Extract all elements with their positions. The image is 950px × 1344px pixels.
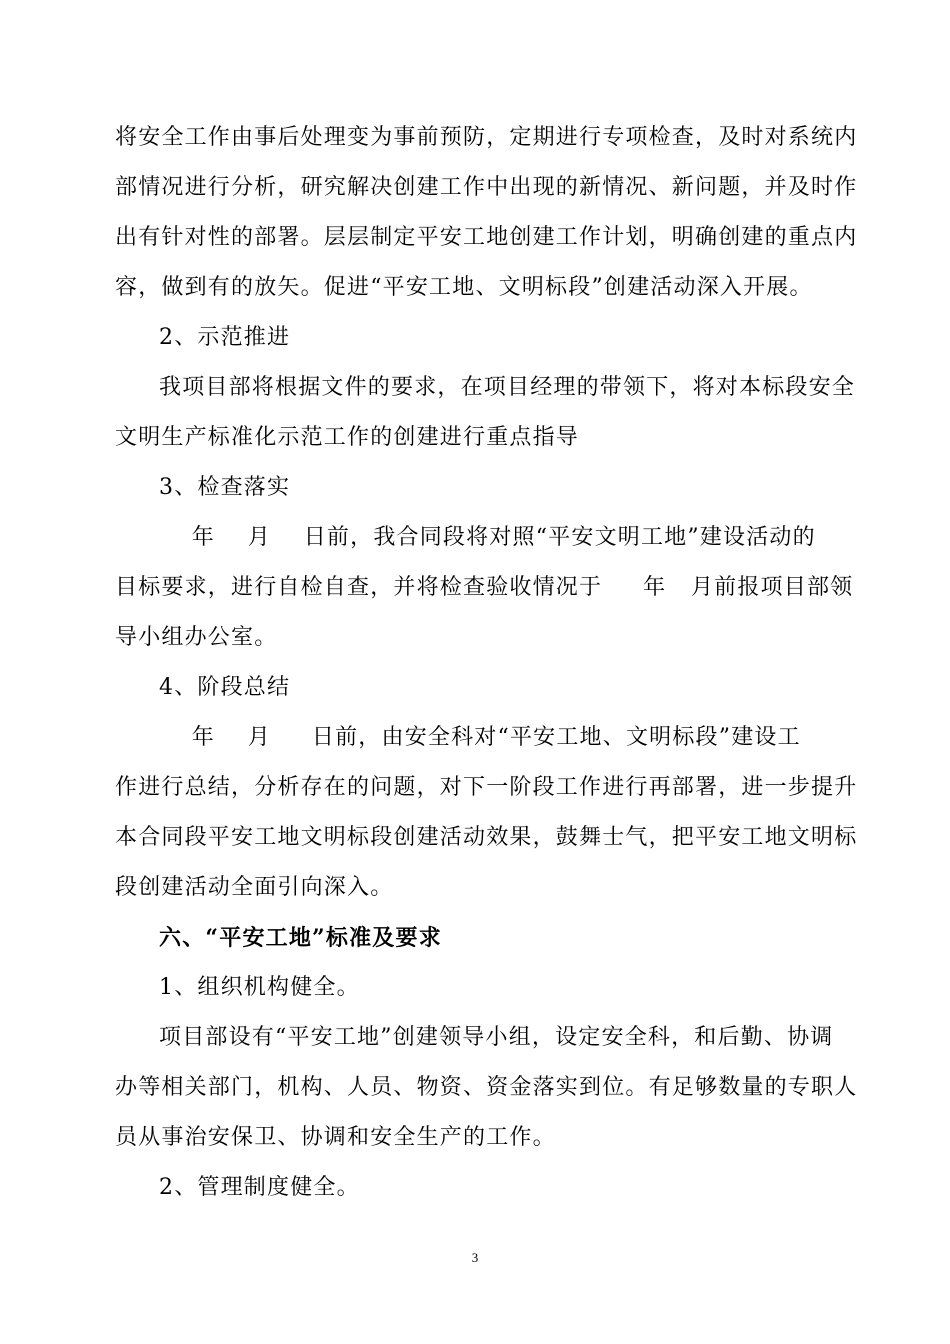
section-heading: 2、示范推进 xyxy=(159,325,291,350)
body-text xyxy=(115,113,858,1213)
paragraph-line: 导小组办公室。 xyxy=(115,625,278,650)
page-number: 3 xyxy=(471,1250,479,1265)
paragraph-line: 目标要求，进行自检自查，并将检查验收情况于 年 月前报项目部领 xyxy=(115,575,854,600)
paragraph-line: 我项目部将根据文件的要求，在项目经理的带领下，将对本标段安全 xyxy=(159,375,856,400)
chapter-heading: 六、“平安工地”标准及要求 xyxy=(159,925,442,951)
paragraph-line: 段创建活动全面引向深入。 xyxy=(115,875,394,900)
paragraph-line: 员从事治安保卫、协调和安全生产的工作。 xyxy=(115,1125,556,1150)
paragraph-line: 文明生产标准化示范工作的创建进行重点指导 xyxy=(115,425,580,450)
section-heading: 2、管理制度健全。 xyxy=(159,1175,360,1200)
section-heading: 3、检查落实 xyxy=(159,475,291,500)
paragraph-line: 项目部设有“平安工地”创建领导小组，设定安全科，和后勤、协调 xyxy=(159,1025,834,1050)
paragraph-line: 部情况进行分析，研究解决创建工作中出现的新情况、新问题，并及时作 xyxy=(115,175,858,200)
section-heading: 4、阶段总结 xyxy=(159,675,291,700)
section-heading: 1、组织机构健全。 xyxy=(159,975,360,1000)
paragraph-line: 办等相关部门，机构、人员、物资、资金落实到位。有足够数量的专职人 xyxy=(115,1075,858,1100)
paragraph-line: 本合同段平安工地文明标段创建活动效果，鼓舞士气，把平安工地文明标 xyxy=(115,825,858,850)
paragraph-line: 年 月 日前，我合同段将对照“平安文明工地”建设活动的 xyxy=(159,525,816,550)
paragraph-line: 年 月 日前，由安全科对“平安工地、文明标段”建设工 xyxy=(159,725,801,750)
paragraph-line: 作进行总结，分析存在的问题，对下一阶段工作进行再部署，进一步提升 xyxy=(115,775,858,800)
paragraph-line: 将安全工作由事后处理变为事前预防，定期进行专项检查，及时对系统内 xyxy=(115,125,858,150)
paragraph-line: 出有针对性的部署。层层制定平安工地创建工作计划，明确创建的重点内 xyxy=(115,225,858,250)
paragraph-line: 容，做到有的放矢。促进“平安工地、文明标段”创建活动深入开展。 xyxy=(115,275,813,300)
